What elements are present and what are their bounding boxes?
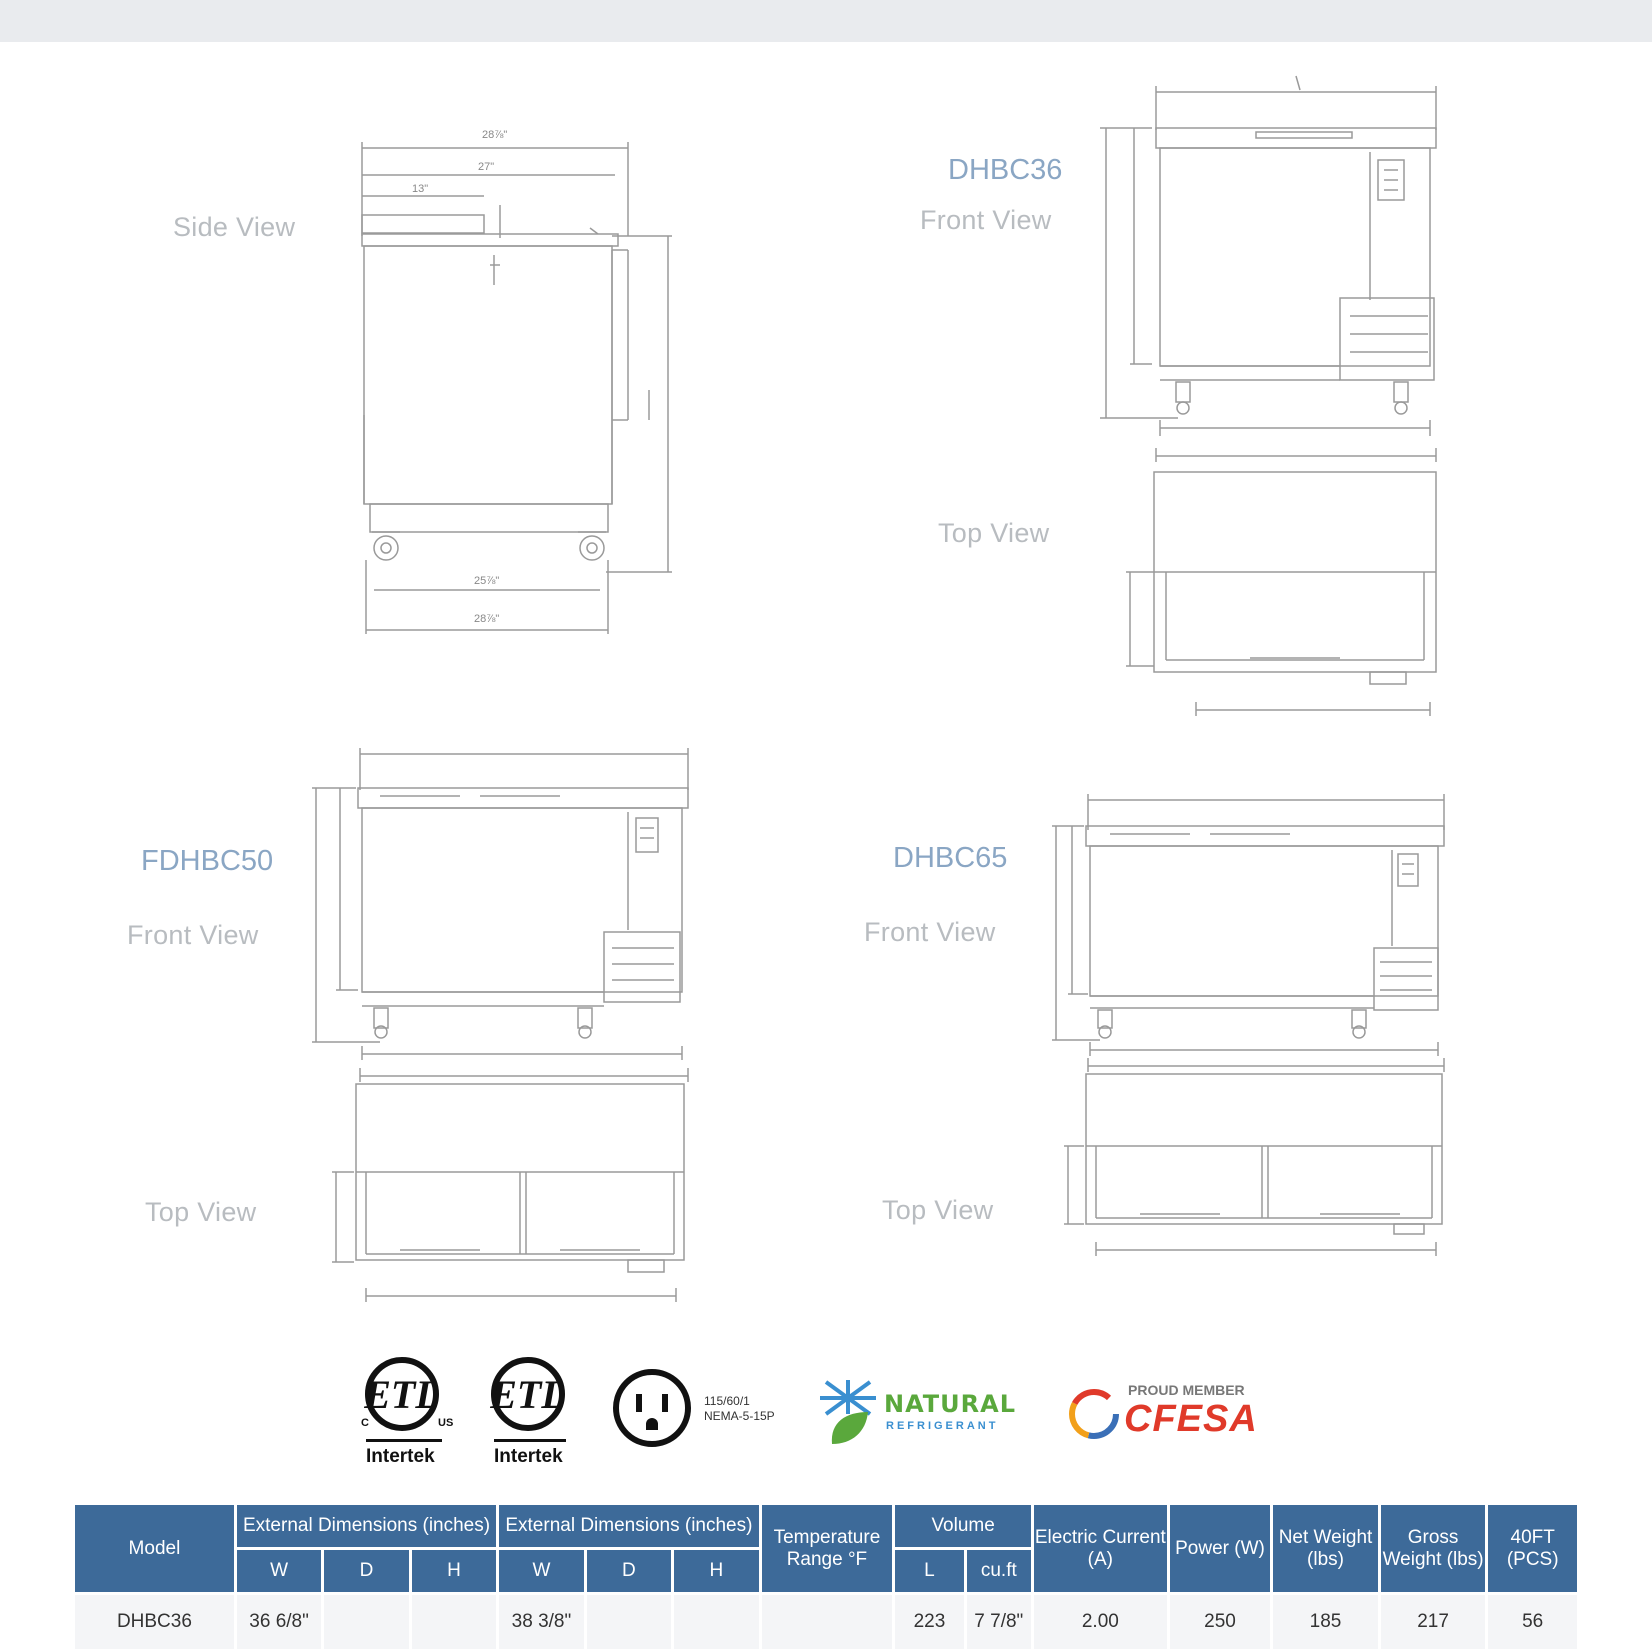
plug-type: NEMA-5-15P xyxy=(704,1409,775,1423)
cell-w1: 36 6/8" xyxy=(237,1595,321,1649)
refrigerant-text: REFRIGERANT xyxy=(886,1420,999,1432)
dhbc65-model-label: DHBC65 xyxy=(893,842,1008,874)
etl-listed-logo-1 xyxy=(356,1354,460,1467)
dhbc65-front-view-label: Front View xyxy=(864,917,996,947)
cfesa-wordmark: CFESA xyxy=(1124,1398,1258,1440)
header-40ft-pcs: 40FT (PCS) xyxy=(1488,1505,1577,1592)
fdhbc50-top-drawing xyxy=(332,1084,684,1302)
table-row xyxy=(75,1595,1577,1649)
svg-text:C: C xyxy=(361,1417,369,1429)
subheader-liters: L xyxy=(895,1550,963,1592)
header-ext-dimensions-1: External Dimensions (inches) xyxy=(237,1505,496,1547)
fdhbc50-model-label: FDHBC50 xyxy=(141,845,274,877)
cell-d2 xyxy=(587,1595,671,1649)
subheader-d2: D xyxy=(587,1550,671,1592)
etl-2-maker: Intertek xyxy=(494,1446,563,1467)
fdhbc50-front-view-label: Front View xyxy=(127,920,259,950)
header-temperature: Temperature Range °F xyxy=(762,1505,893,1592)
cell-d1 xyxy=(324,1595,408,1649)
fdhbc50-front-drawing xyxy=(312,748,688,1082)
subheader-h2: H xyxy=(674,1550,758,1592)
header-volume: Volume xyxy=(895,1505,1031,1547)
svg-text:ETL: ETL xyxy=(364,1372,440,1417)
side-lid-dimension: 13" xyxy=(412,183,429,195)
snowflake-leaf-icon xyxy=(812,1374,884,1448)
dhbc65-front-drawing xyxy=(1052,794,1444,1072)
dhbc65-top-view-label: Top View xyxy=(882,1195,994,1225)
subheader-cuft: cu.ft xyxy=(967,1550,1031,1592)
cell-gross-weight: 217 xyxy=(1381,1595,1486,1649)
dhbc36-top-drawing xyxy=(1126,472,1436,716)
cell-cuft: 7 7/8" xyxy=(967,1595,1031,1649)
plug-rating xyxy=(612,1368,792,1452)
fdhbc50-top-view-label: Top View xyxy=(145,1197,257,1227)
side-view-drawing xyxy=(362,129,672,634)
cell-temp xyxy=(762,1595,893,1649)
subheader-h1: H xyxy=(412,1550,496,1592)
subheader-w2: W xyxy=(499,1550,583,1592)
subheader-w1: W xyxy=(237,1550,321,1592)
cell-liters: 223 xyxy=(895,1595,963,1649)
nema-plug-icon xyxy=(612,1368,692,1448)
cell-model: DHBC36 xyxy=(75,1595,234,1649)
side-base-dimension: 28⅞" xyxy=(474,613,500,625)
natural-refrigerant-logo xyxy=(812,1374,1038,1448)
etl-mark-icon xyxy=(484,1354,574,1434)
cfesa-swirl-icon xyxy=(1068,1386,1124,1442)
cell-power: 250 xyxy=(1170,1595,1271,1649)
cell-net-weight: 185 xyxy=(1273,1595,1378,1649)
header-net-weight: Net Weight (lbs) xyxy=(1273,1505,1378,1592)
cfesa-logo xyxy=(1068,1382,1288,1452)
dhbc36-front-drawing xyxy=(1100,76,1436,462)
side-inner-dimension: 27" xyxy=(478,161,495,173)
header-model: Model xyxy=(75,1505,234,1592)
header-gross-weight: Gross Weight (lbs) xyxy=(1381,1505,1486,1592)
cfesa-proud-member: PROUD MEMBER xyxy=(1128,1382,1245,1398)
svg-text:ETL: ETL xyxy=(490,1372,566,1417)
cell-pcs: 56 xyxy=(1488,1595,1577,1649)
side-wheelbase-dimension: 25⅞" xyxy=(474,575,500,587)
dhbc36-model-label: DHBC36 xyxy=(948,154,1063,186)
plug-voltage: 115/60/1 xyxy=(704,1394,750,1408)
side-view-label: Side View xyxy=(173,212,296,242)
etl-mark-icon xyxy=(356,1354,460,1434)
header-ext-dimensions-2: External Dimensions (inches) xyxy=(499,1505,758,1547)
dhbc36-front-view-label: Front View xyxy=(920,205,1052,235)
etl-1-maker: Intertek xyxy=(366,1446,435,1467)
cell-h1 xyxy=(412,1595,496,1649)
header-electric-current: Electric Current (A) xyxy=(1034,1505,1167,1592)
subheader-d1: D xyxy=(324,1550,408,1592)
svg-text:US: US xyxy=(438,1417,454,1429)
header-power: Power (W) xyxy=(1170,1505,1271,1592)
dhbc36-top-view-label: Top View xyxy=(938,518,1050,548)
spec-table xyxy=(72,1502,1580,1652)
etl-listed-logo-2 xyxy=(484,1354,584,1467)
natural-text: NATURAL xyxy=(884,1390,1017,1418)
cell-w2: 38 3/8" xyxy=(499,1595,583,1649)
cell-current: 2.00 xyxy=(1034,1595,1167,1649)
cell-h2 xyxy=(674,1595,758,1649)
dhbc65-top-drawing xyxy=(1064,1074,1442,1256)
side-top-dimension: 28⅞" xyxy=(482,129,508,141)
